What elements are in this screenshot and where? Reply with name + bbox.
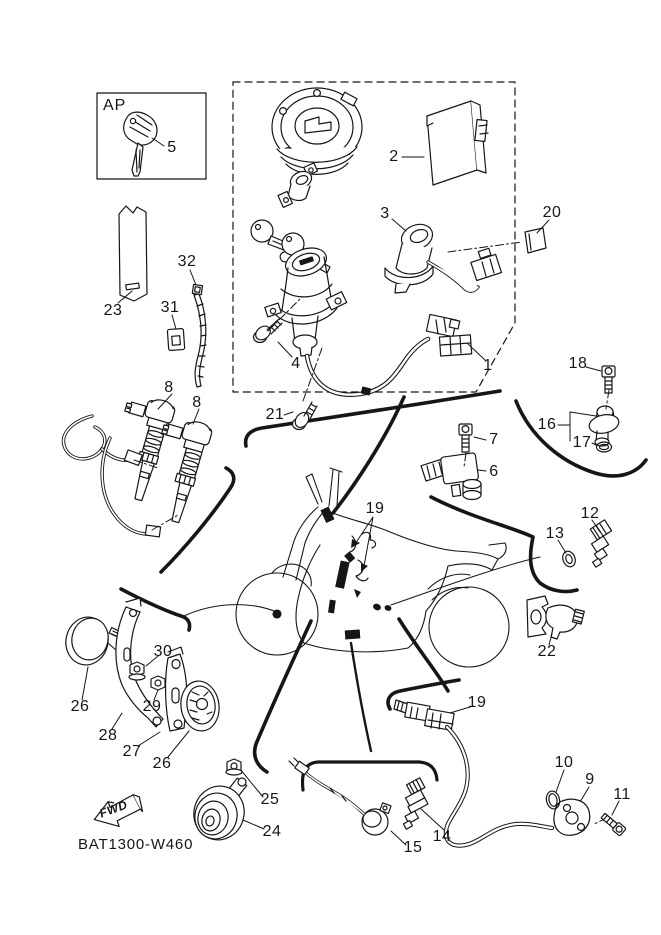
- callout-19a[interactable]: 19: [365, 500, 385, 517]
- callout-27[interactable]: 27: [122, 743, 142, 760]
- callout-7[interactable]: 7: [489, 431, 499, 448]
- protector-film: [119, 206, 147, 301]
- cable-tie-32: [192, 284, 206, 387]
- fwd-arrow-label: FWD: [97, 797, 130, 821]
- callout-26a[interactable]: 26: [70, 698, 90, 715]
- nut-30: [129, 662, 145, 680]
- callout-23[interactable]: 23: [103, 302, 123, 319]
- callout-16[interactable]: 16: [537, 416, 557, 433]
- main-switch-harness: [307, 314, 472, 394]
- harness-location-marks: [320, 507, 392, 640]
- callout-18[interactable]: 18: [568, 355, 588, 372]
- sensor-16: [587, 406, 620, 446]
- callout-21[interactable]: 21: [265, 406, 285, 423]
- horn-24: [188, 778, 250, 846]
- sensor-9-cable: [446, 727, 552, 846]
- callout-30[interactable]: 30: [153, 643, 173, 660]
- mirror-disc-26: [61, 613, 119, 669]
- immobilizer-unit: [427, 101, 488, 185]
- nut-25: [226, 759, 242, 775]
- callout-19b[interactable]: 19: [467, 694, 487, 711]
- main-switch-assembly: [265, 243, 347, 356]
- callout-4[interactable]: 4: [291, 355, 301, 372]
- switch-15: [289, 758, 391, 835]
- bolt-7: [459, 424, 472, 452]
- callout-10[interactable]: 10: [554, 754, 574, 771]
- callout-8a[interactable]: 8: [164, 379, 174, 396]
- plate-20: [525, 228, 546, 253]
- callout-14[interactable]: 14: [432, 828, 452, 845]
- temp-sensor-12: [577, 520, 624, 567]
- callout-20[interactable]: 20: [542, 204, 562, 221]
- clip-31: [167, 328, 184, 350]
- sensor-6: [421, 453, 481, 500]
- screw-4: [253, 319, 282, 343]
- callout-2[interactable]: 2: [389, 148, 399, 165]
- callout-3[interactable]: 3: [380, 205, 390, 222]
- callout-17[interactable]: 17: [572, 434, 592, 451]
- diagram-part-code: BAT1300-W460: [78, 836, 194, 853]
- callout-28[interactable]: 28: [98, 727, 118, 744]
- callout-26b[interactable]: 26: [152, 755, 172, 772]
- sensor-14: [388, 778, 438, 829]
- callout-13[interactable]: 13: [545, 525, 565, 542]
- callout-24[interactable]: 24: [262, 823, 282, 840]
- clamp-22: [527, 596, 584, 639]
- nut-29: [151, 676, 165, 690]
- callout-31[interactable]: 31: [160, 299, 180, 316]
- callout-5[interactable]: 5: [167, 139, 177, 156]
- bolt-11: [600, 812, 626, 836]
- fuel-cap: [272, 88, 362, 174]
- washer-13: [561, 549, 578, 568]
- immobilizer-antenna: [385, 220, 501, 293]
- callout-12[interactable]: 12: [580, 505, 600, 522]
- callout-8b[interactable]: 8: [192, 394, 202, 411]
- ignition-coil-a: [102, 391, 176, 503]
- bolt-18: [602, 366, 615, 393]
- callout-25[interactable]: 25: [260, 791, 280, 808]
- screw-21: [292, 402, 317, 430]
- callout-6[interactable]: 6: [489, 463, 499, 480]
- connector-19: [394, 700, 454, 730]
- callout-32[interactable]: 32: [177, 253, 197, 270]
- callout-1[interactable]: 1: [483, 357, 493, 374]
- callout-22[interactable]: 22: [537, 643, 557, 660]
- callout-29[interactable]: 29: [142, 698, 162, 715]
- callout-9[interactable]: 9: [585, 771, 595, 788]
- key-box-label: AP: [103, 97, 127, 114]
- callout-15[interactable]: 15: [403, 839, 423, 856]
- callout-11[interactable]: 11: [613, 786, 631, 803]
